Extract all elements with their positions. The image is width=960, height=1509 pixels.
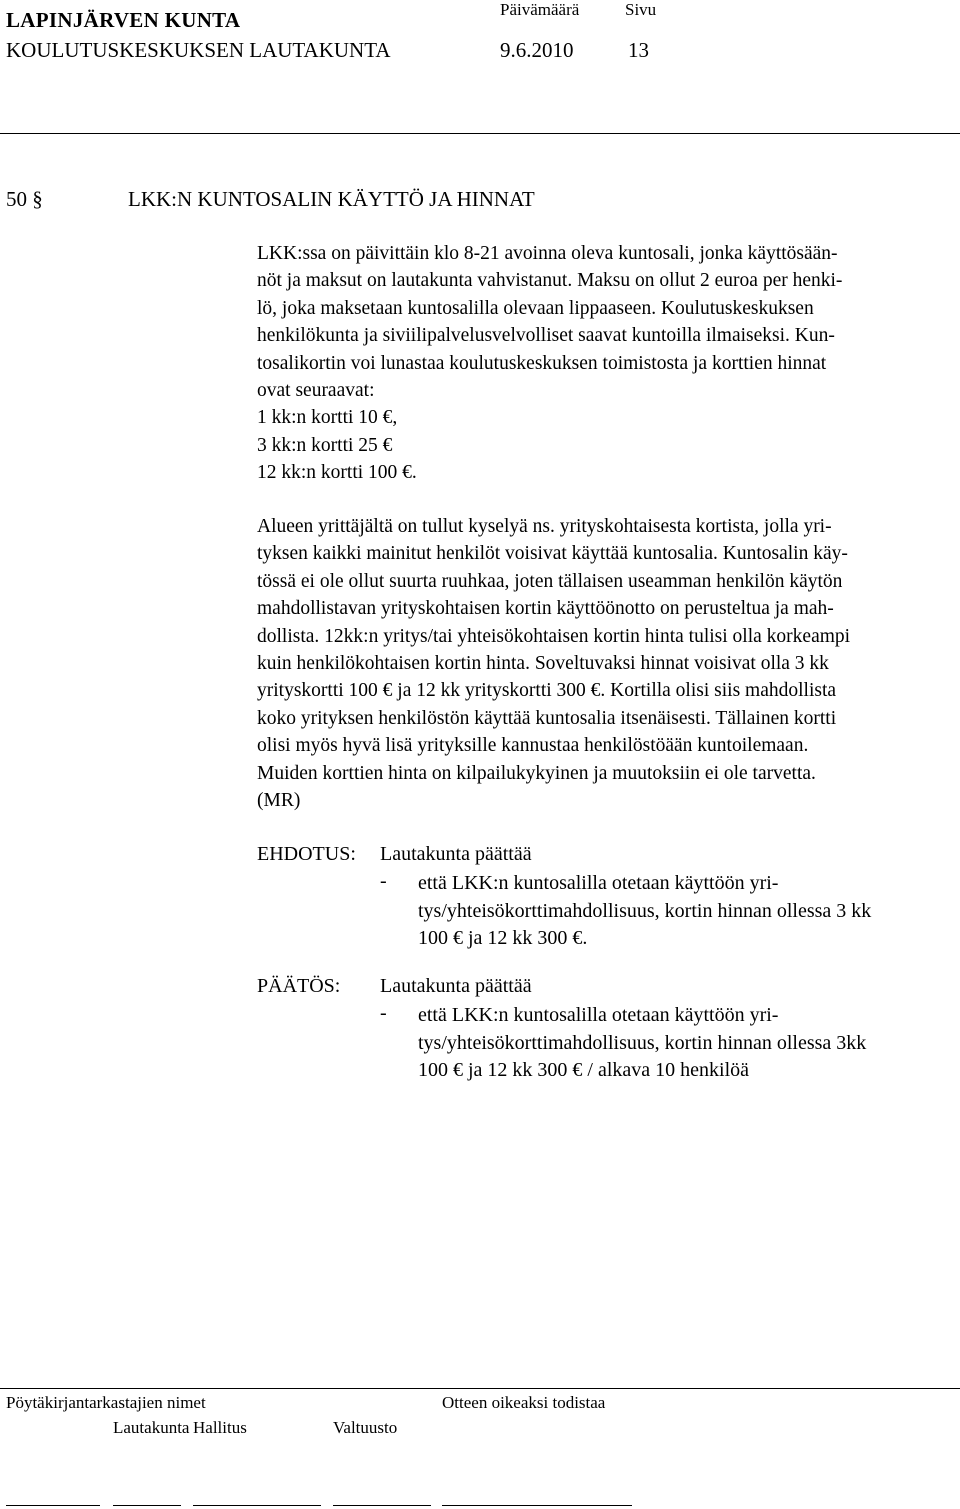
text-line: (MR) [257,790,301,812]
text-line: Alueen yrittäjältä on tullut kyselyä ns. yrityskohtaisesta kortista, jolla yri- [257,516,832,537]
text-line: tys/yhteisökorttimahdollisuus, kortin hinnan ollessa 3 kk [418,899,872,922]
text-line: olisi myös hyvä lisä yrityksille kannustaa henkilöstöään kuntoilemaan. [257,735,809,757]
proposal-dash: - [380,870,387,892]
section-symbol: § [32,187,43,211]
minutes-checkers-label: Pöytäkirjantarkastajien nimet [6,1393,206,1412]
text-line: dollista. 12kk:n yritys/tai yhteisökohtaisen kortin hinta tulisi olla korkeampi [257,625,851,647]
committee-name: KOULUTUSKESKUKSEN LAUTAKUNTA [6,38,391,62]
price-line: 1 kk:n kortti 10 €, [257,407,398,429]
price-line: 3 kk:n kortti 25 € [257,434,393,456]
text-line: tys/yhteisökorttimahdollisuus, kortin hinnan ollessa 3kk [418,1031,867,1054]
section-title: LKK:N KUNTOSALIN KÄYTTÖ JA HINNAT [128,187,535,211]
text-line: tyksen kaikki mainitut henkilöt voisivat käyttää kuntosalia. Kuntosalin käy- [257,543,848,565]
initials-committee: Lautakunta [113,1418,190,1437]
signature-line [442,1505,632,1506]
text-line: ovat seuraavat: [257,380,375,402]
initials-board: Hallitus [193,1418,247,1437]
organization-name: LAPINJÄRVEN KUNTA [6,8,241,32]
text-line: tosalikortin voi lunastaa koulutuskeskuksen toimistosta ja korttien hinnat [257,352,827,374]
text-line: että LKK:n kuntosalilla otetaan käyttöön yri- [418,1004,779,1026]
text-line: 100 € ja 12 kk 300 €. [418,927,588,949]
text-line: yrityskortti 100 € ja 12 kk yrityskortti 300 €. Kortilla olisi siis mahdollista [257,680,837,702]
page-number: 13 [628,38,649,62]
decision-dash: - [380,1002,387,1024]
text-line: mahdollistavan yrityskohtaisen kortin käyttöönotto on perusteltua ja mah- [257,598,834,620]
meeting-date: 9.6.2010 [500,38,574,62]
page-label: Sivu [625,0,657,19]
certified-label: Otteen oikeaksi todistaa [442,1393,606,1412]
text-line: kuin henkilökohtaisen kortin hinta. Soveltuvaksi hinnat voisivat olla 3 kk [257,653,829,675]
text-line: henkilökunta ja siviilipalvelusvelvolliset saavat kuntoilla ilmaiseksi. Kun- [257,325,835,347]
text-line: nöt ja maksut on lautakunta vahvistanut. Maksu on ollut 2 euroa per henki- [257,270,843,292]
body-paragraph-2 [257,513,957,814]
decision-heading: Lautakunta päättää [380,975,532,997]
text-line: 100 € ja 12 kk 300 € / alkava 10 henkilöä [418,1059,750,1081]
footer-divider [0,1388,960,1389]
signature-line [6,1505,100,1506]
text-line: tössä ei ole ollut suurta ruuhkaa, joten tällaisen useamman henkilön käytön [257,570,843,592]
initials-council: Valtuusto [333,1418,398,1437]
signature-line [193,1505,321,1506]
body-paragraph-1 [257,240,957,487]
section-number-value: 50 [6,187,27,211]
signature-line [113,1505,181,1506]
text-line: LKK:ssa on päivittäin klo 8-21 avoinna oleva kuntosali, jonka käyttösään- [257,243,838,264]
text-line: lö, joka maksetaan kuntosalilla olevaan lippaaseen. Koulutuskeskuksen [257,297,814,319]
text-line: että LKK:n kuntosalilla otetaan käyttöön yri- [418,872,779,894]
date-label: Päivämäärä [500,0,580,19]
text-line: koko yrityksen henkilöstön käyttää kuntosalia itsenäisesti. Tällainen kortti [257,707,837,729]
price-line: 12 kk:n kortti 100 €. [257,462,417,484]
section-number [6,187,43,212]
decision-text [418,1002,866,1085]
proposal-text [418,870,871,953]
decision-label: PÄÄTÖS: [257,975,341,997]
header-divider [0,133,960,134]
proposal-heading: Lautakunta päättää [380,843,532,865]
text-line: Muiden korttien hinta on kilpailukykyinen ja muutoksiin ei ole tarvetta. [257,762,816,784]
proposal-label: EHDOTUS: [257,843,356,865]
signature-line [333,1505,431,1506]
